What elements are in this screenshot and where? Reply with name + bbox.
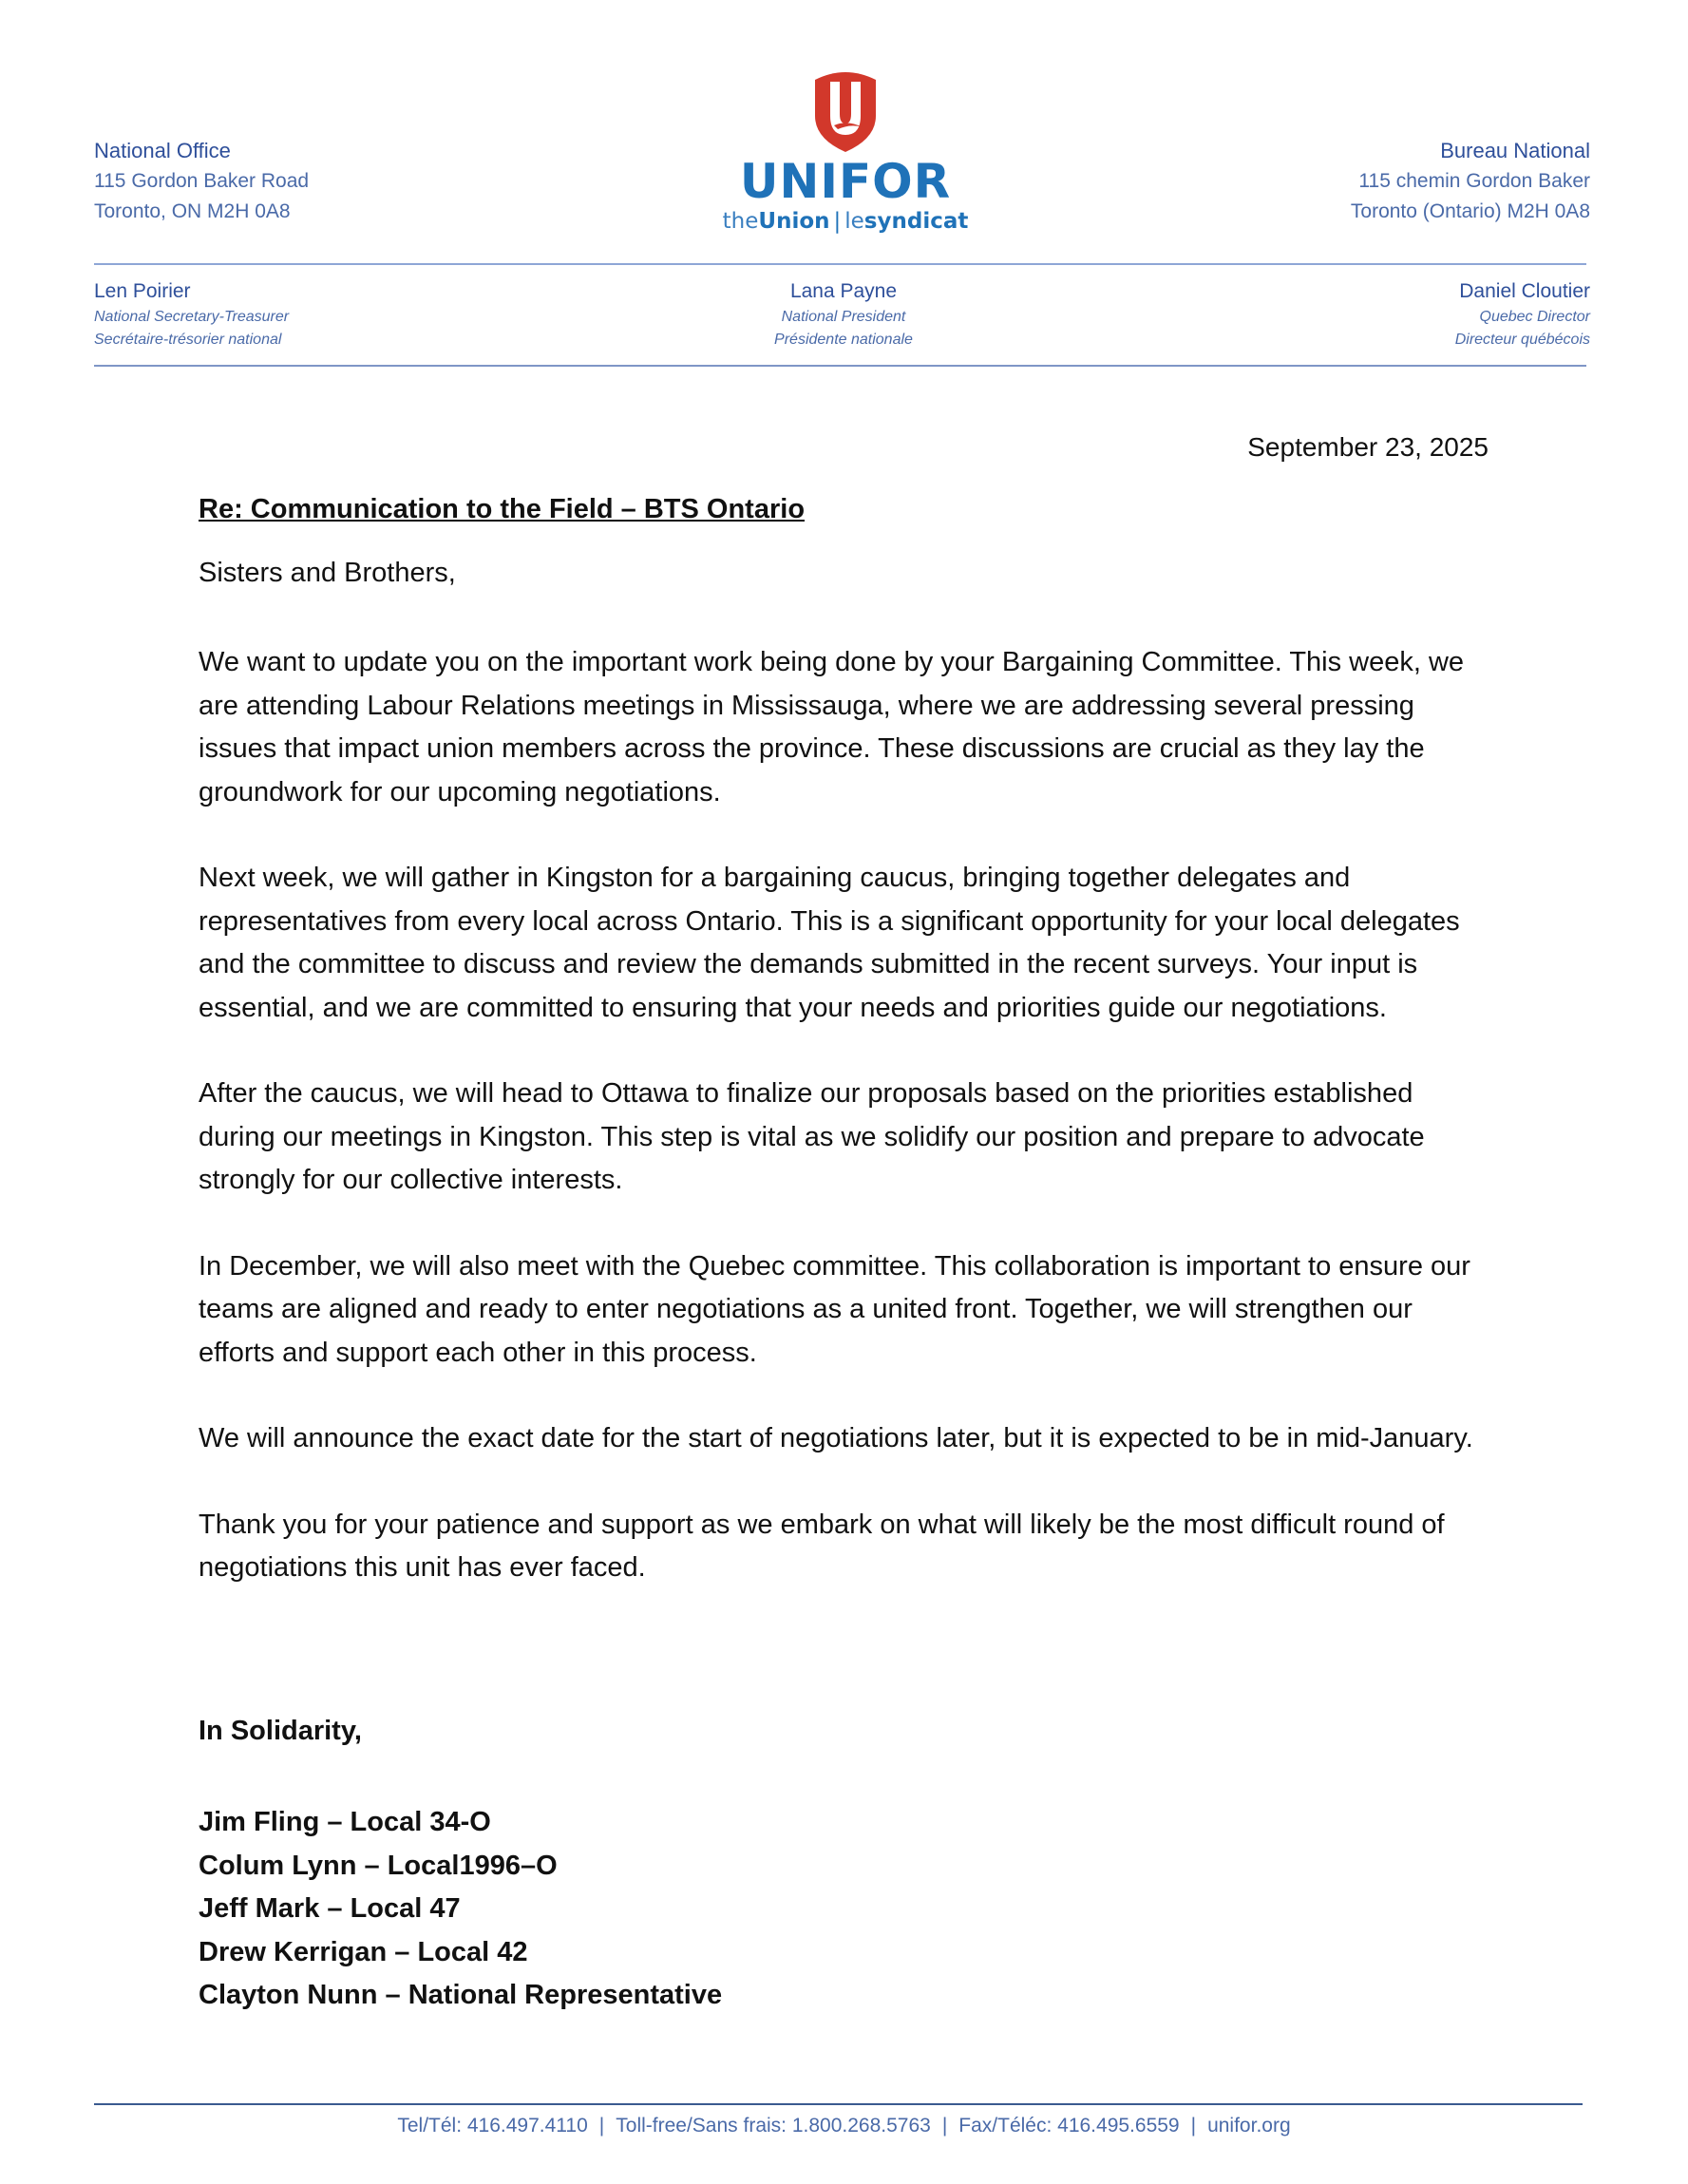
officer-name: Lana Payne <box>789 280 898 302</box>
bureau-national-address <box>1351 136 1590 227</box>
footer-separator: | <box>1190 2115 1197 2137</box>
office-address-line1-fr: 115 chemin Gordon Baker <box>1358 170 1590 192</box>
footer-tollfree: Toll-free/Sans frais: 1.800.268.5763 <box>616 2115 931 2137</box>
letter-paragraph: We want to update you on the important work being done by your Bargaining Committee. This week, we are attending Labour Relations meetings in Mississauga, where we are addressing several pressing issues that impact union members across the province. These discussions are crucial as they lay the groundwork for our upcoming negotiations. <box>199 647 1465 807</box>
tagline-the: the <box>722 209 759 234</box>
letter-closing: In Solidarity, <box>199 1716 362 1746</box>
office-address-line2-en: Toronto, ON M2H 0A8 <box>94 200 291 222</box>
officer-role-fr: Secrétaire-trésorier national <box>94 332 282 348</box>
letter-subject: Re: Communication to the Field – BTS Ontario <box>199 494 806 524</box>
officer-quebec-director <box>1455 277 1590 351</box>
signatory: Colum Lynn – Local1996–O <box>199 1850 558 1881</box>
officer-secretary-treasurer <box>94 277 289 351</box>
letter-paragraph: Next week, we will gather in Kingston for a bargaining caucus, bringing together delegates and representatives from every local across Ontario. This is a significant opportunity for your local delegates and the committee to discuss and review the demands submitted in the recent surveys. Your input is essential, and we are committed to ensuring that your needs and priorities guide our negotiations. <box>199 863 1460 1023</box>
unifor-tagline <box>722 207 969 236</box>
officer-role-fr: Présidente nationale <box>774 332 913 348</box>
unifor-shield-u-icon <box>809 66 882 154</box>
letter-paragraph: In December, we will also meet with the Quebec committee. This collaboration is important to ensure our teams are aligned and ready to enter negotiations as a united front. Together, we will strengthen our efforts and support each other in this process. <box>199 1250 1470 1368</box>
office-title-fr: Bureau National <box>1440 139 1590 162</box>
footer-fax: Fax/Téléc: 416.495.6559 <box>958 2115 1180 2137</box>
unifor-logo <box>722 66 969 256</box>
letter-paragraph: After the caucus, we will head to Ottawa to finalize our proposals based on the priorities established during our meetings in Kingston. This step is vital as we solidify our position and prepare to advocate strongly for our collective interests. <box>199 1078 1425 1195</box>
footer-divider <box>94 2103 1583 2105</box>
tagline-le: le <box>844 209 864 234</box>
header-divider-top <box>94 263 1586 265</box>
footer-phone: Tel/Tél: 416.497.4110 <box>397 2115 588 2137</box>
tagline-union: Union <box>758 209 830 234</box>
officer-role-en: National Secretary-Treasurer <box>94 309 290 325</box>
officer-role-fr: Directeur québécois <box>1454 332 1590 348</box>
footer-contact <box>0 2115 1688 2137</box>
office-title-en: National Office <box>94 139 231 162</box>
signatory: Jeff Mark – Local 47 <box>199 1893 461 1924</box>
office-address-line2-fr: Toronto (Ontario) M2H 0A8 <box>1350 200 1590 222</box>
footer-separator: | <box>598 2115 605 2137</box>
signatories-list <box>199 1801 722 2018</box>
letter-body <box>199 641 1490 1633</box>
officer-name: Len Poirier <box>94 280 191 302</box>
signatory: Jim Fling – Local 34-O <box>199 1807 491 1837</box>
unifor-wordmark: UNIFOR <box>739 154 952 209</box>
letter-paragraph: We will announce the exact date for the start of negotiations later, but it is expected to be in mid-January. <box>199 1423 1473 1453</box>
letter-salutation: Sisters and Brothers, <box>199 558 456 588</box>
footer-separator: | <box>941 2115 948 2137</box>
officer-role-en: Quebec Director <box>1479 309 1590 325</box>
signatory: Drew Kerrigan – Local 42 <box>199 1936 528 1967</box>
tagline-separator: | <box>833 209 842 234</box>
tagline-syndicat: syndicat <box>863 209 969 234</box>
national-office-address <box>94 136 309 227</box>
officer-role-en: National President <box>781 309 906 325</box>
letter-paragraph: Thank you for your patience and support as we embark on what will likely be the most difficult round of negotiations this unit has ever faced. <box>199 1509 1445 1583</box>
header-divider-bottom <box>94 365 1586 367</box>
footer-website-link[interactable]: unifor.org <box>1207 2115 1291 2137</box>
letter-date: September 23, 2025 <box>1247 432 1489 462</box>
officer-name: Daniel Cloutier <box>1459 280 1590 302</box>
signatory: Clayton Nunn – National Representative <box>199 1980 723 2010</box>
officer-president <box>654 277 1034 351</box>
office-address-line1-en: 115 Gordon Baker Road <box>94 170 310 192</box>
